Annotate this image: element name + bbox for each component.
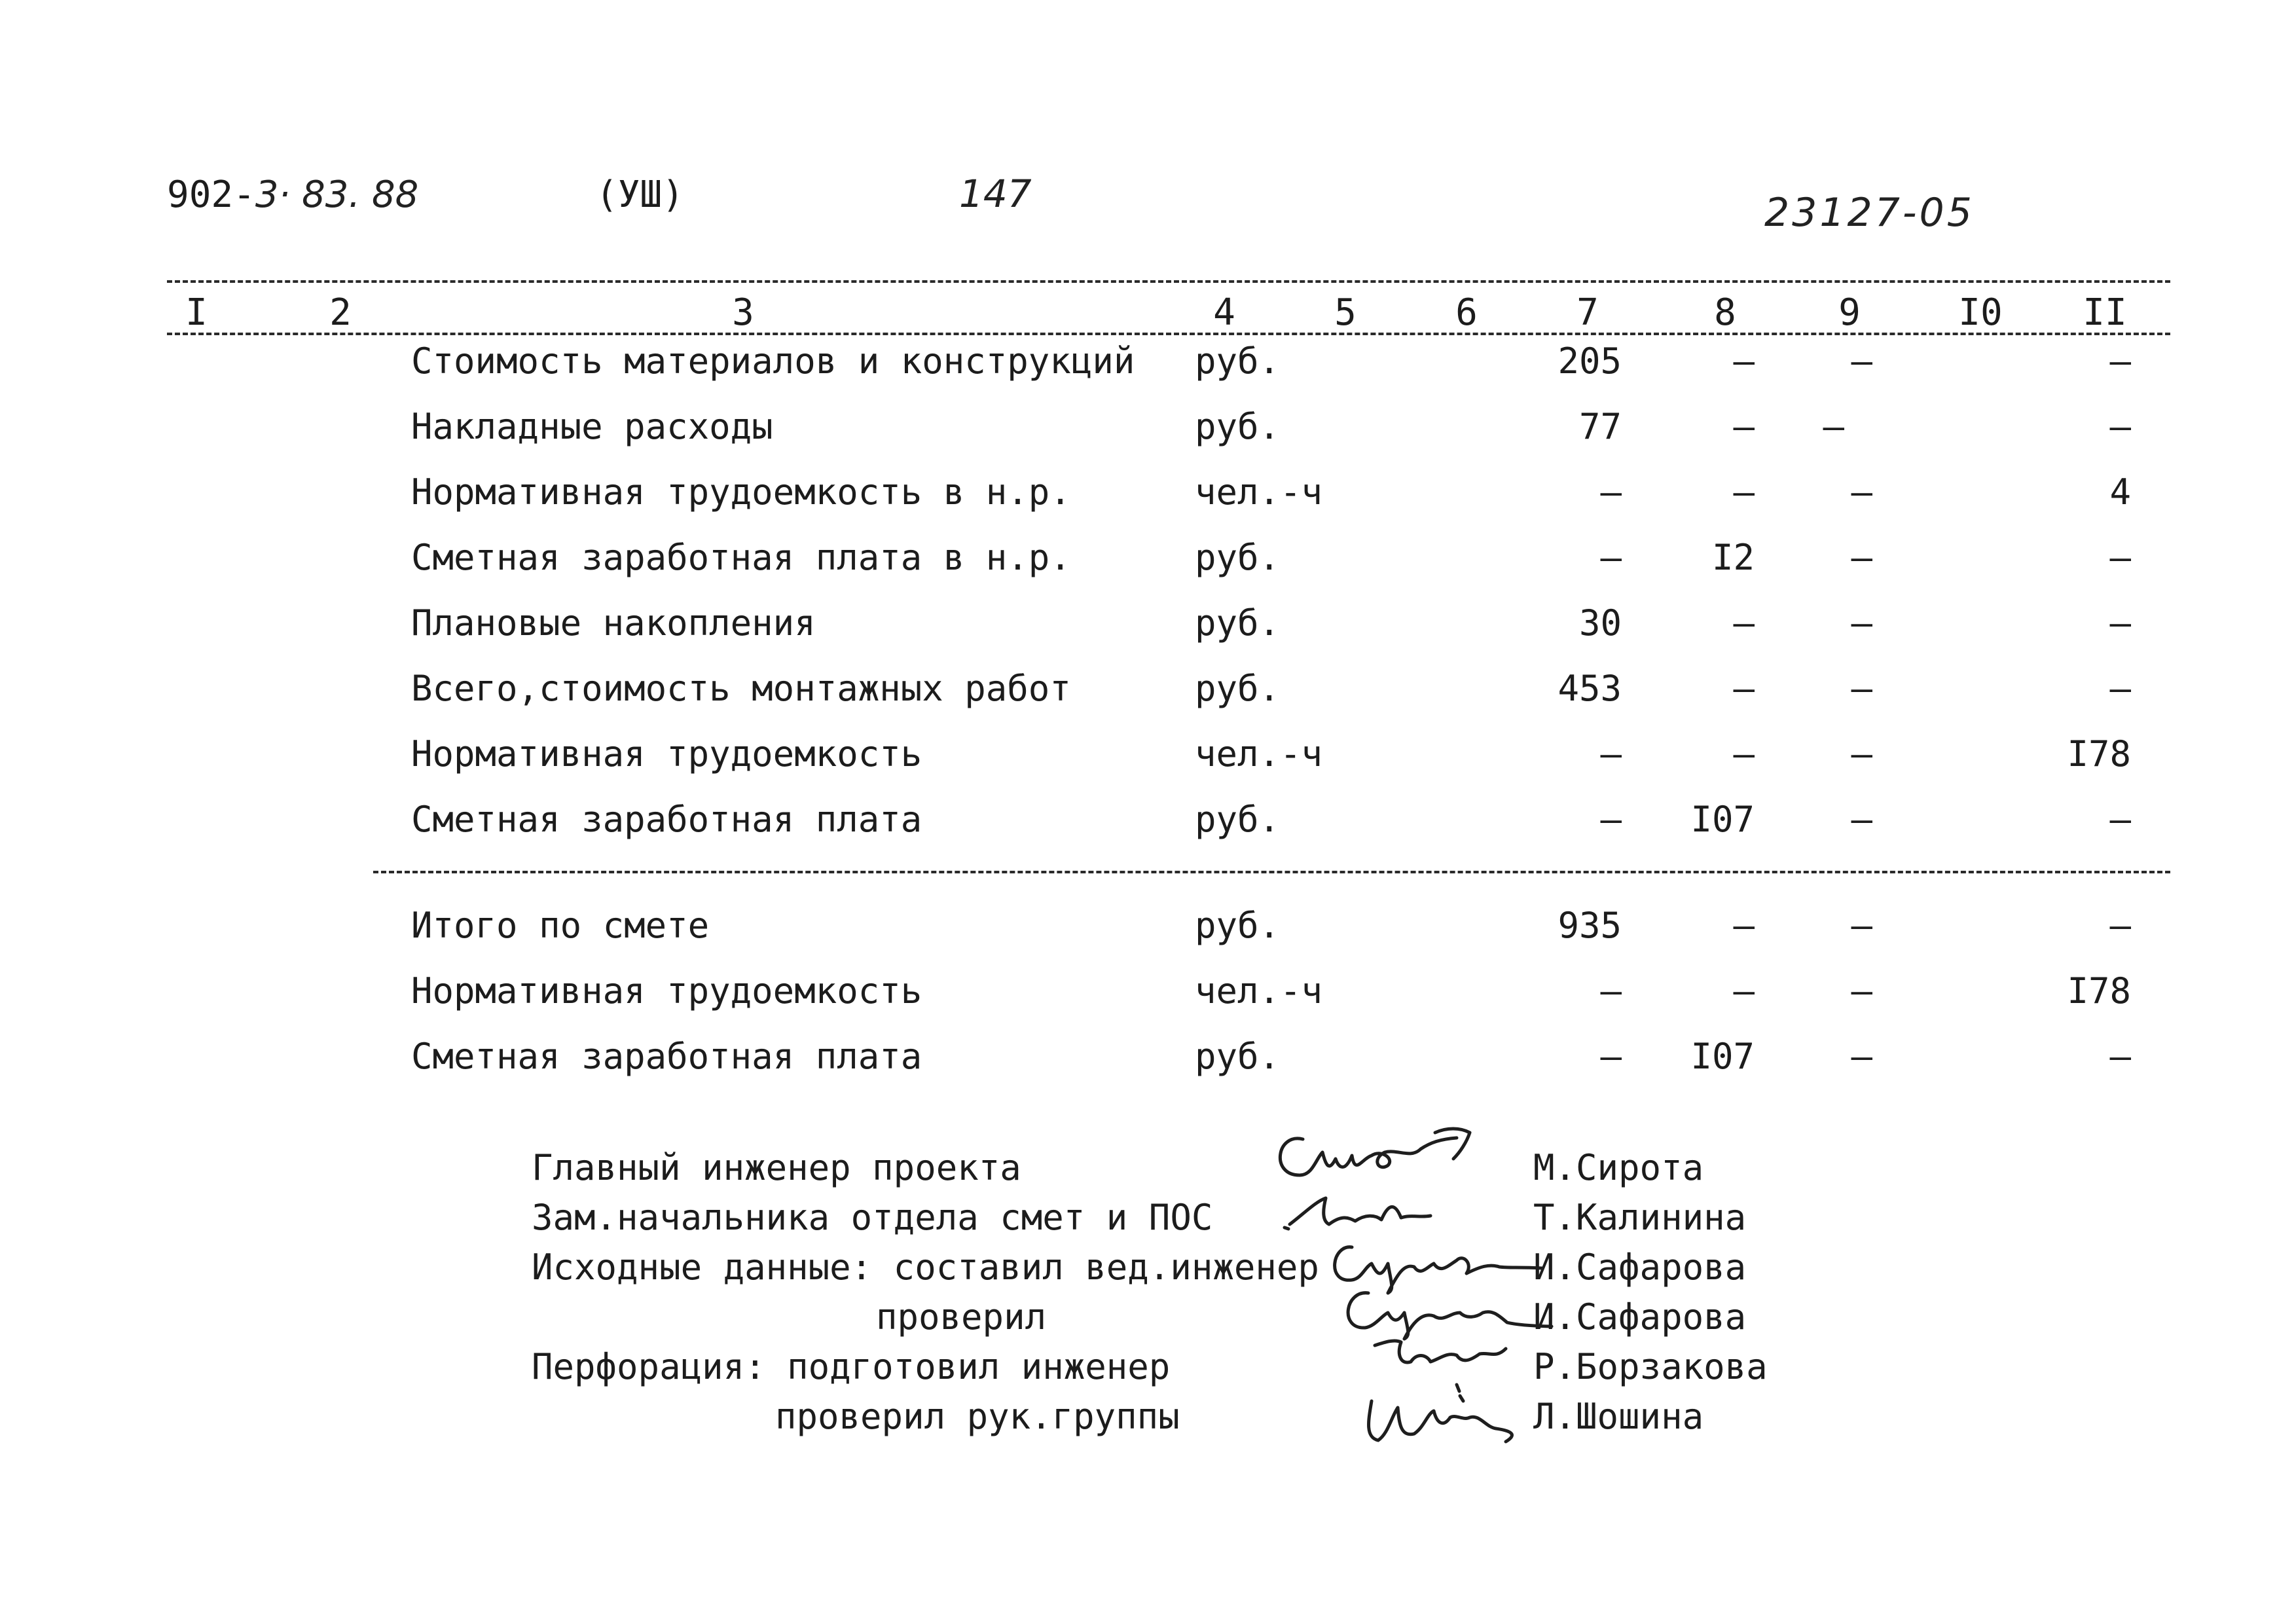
row-col9: –: [1851, 537, 1872, 578]
signature-role: проверил: [876, 1296, 1047, 1338]
column-header-3: 3: [732, 291, 754, 334]
table-row: [0, 905, 2296, 970]
row-unit: руб.: [1195, 406, 1281, 447]
row-label: Нормативная трудоемкость: [411, 733, 922, 775]
row-unit: руб.: [1195, 799, 1281, 840]
row-col8: –: [1733, 602, 1755, 644]
row-label: Сметная заработная плата: [411, 1036, 922, 1077]
handwritten-signature-1: [1264, 1113, 1525, 1192]
row-col11: –: [2109, 799, 2131, 840]
row-col7: 30: [1578, 602, 1622, 644]
row-col11: I78: [2067, 733, 2131, 775]
row-col8: –: [1733, 668, 1755, 709]
row-label: Сметная заработная плата в н.р.: [411, 537, 1071, 578]
row-label: Всего,стоимость монтажных работ: [411, 668, 1071, 709]
row-col8: –: [1733, 471, 1755, 513]
row-col9: –: [1851, 970, 1872, 1012]
row-col7: 205: [1558, 340, 1622, 382]
row-col11: 4: [2109, 471, 2131, 513]
row-label: Итого по смете: [411, 905, 710, 946]
row-col9: –: [1823, 406, 1844, 447]
row-col8: I2: [1711, 537, 1755, 578]
row-col11: I78: [2067, 970, 2131, 1012]
signatory-name: Л.Шошина: [1533, 1396, 1704, 1437]
signature-role: Исходные данные: составил вед.инженер: [532, 1247, 1319, 1288]
row-col7: –: [1600, 799, 1622, 840]
column-header-11: II: [2083, 291, 2127, 334]
row-unit: руб.: [1195, 602, 1281, 644]
table-row: [0, 471, 2296, 537]
row-unit: руб.: [1195, 1036, 1281, 1077]
column-header-5: 5: [1334, 291, 1357, 334]
row-col11: –: [2109, 905, 2131, 946]
row-label: Плановые накопления: [411, 602, 816, 644]
signature-role: проверил рук.группы: [775, 1396, 1180, 1437]
row-col11: –: [2109, 668, 2131, 709]
table-row: [0, 1036, 2296, 1101]
column-header-7: 7: [1576, 291, 1599, 334]
row-col11: –: [2109, 602, 2131, 644]
table-row: [0, 602, 2296, 668]
table-row: [0, 537, 2296, 602]
page-number: 147: [959, 172, 1032, 216]
signatory-name: Т.Калинина: [1533, 1197, 1747, 1238]
column-header-6: 6: [1455, 291, 1478, 334]
row-col7: 453: [1558, 668, 1622, 709]
signature-role: Зам.начальника отдела смет и ПОС: [532, 1197, 1213, 1238]
row-col8: –: [1733, 970, 1755, 1012]
column-header-1: I: [185, 291, 208, 334]
row-col9: –: [1851, 471, 1872, 513]
row-col11: –: [2109, 537, 2131, 578]
row-col8: –: [1733, 733, 1755, 775]
signatory-name: Р.Борзакова: [1533, 1346, 1768, 1387]
table-row: [0, 406, 2296, 471]
document-code-prefix: 902-: [167, 173, 255, 216]
row-col7: –: [1600, 1036, 1622, 1077]
table-row: [0, 668, 2296, 733]
column-header-9: 9: [1838, 291, 1861, 334]
row-col7: –: [1600, 471, 1622, 513]
row-unit: руб.: [1195, 340, 1281, 382]
row-col9: –: [1851, 1036, 1872, 1077]
signatory-name: М.Сирота: [1533, 1147, 1704, 1188]
row-label: Накладные расходы: [411, 406, 773, 447]
row-unit: чел.-ч: [1195, 970, 1323, 1012]
row-col9: –: [1851, 340, 1872, 382]
row-col8: I07: [1690, 799, 1755, 840]
column-header-10: I0: [1958, 291, 2003, 334]
row-col9: –: [1851, 905, 1872, 946]
row-unit: руб.: [1195, 668, 1281, 709]
signature-role: Перфорация: подготовил инженер: [532, 1346, 1171, 1387]
subtotal-rule: [373, 871, 2170, 873]
document-code-handwritten: 3· 83. 88: [255, 173, 419, 216]
row-col11: –: [2109, 406, 2131, 447]
signatory-name: И.Сафарова: [1533, 1296, 1747, 1338]
registration-number: 23127-05: [1764, 190, 1975, 236]
row-col8: –: [1733, 406, 1755, 447]
table-header-rule: [167, 333, 2170, 335]
column-header-8: 8: [1714, 291, 1736, 334]
document-code: [167, 173, 418, 216]
row-col11: –: [2109, 340, 2131, 382]
row-label: Нормативная трудоемкость: [411, 970, 922, 1012]
row-col9: –: [1851, 733, 1872, 775]
row-col7: 77: [1578, 406, 1622, 447]
column-header-2: 2: [329, 291, 352, 334]
column-header-4: 4: [1213, 291, 1235, 334]
table-top-rule: [167, 280, 2170, 283]
row-col11: –: [2109, 1036, 2131, 1077]
table-row: [0, 340, 2296, 406]
row-col8: I07: [1690, 1036, 1755, 1077]
row-col8: –: [1733, 905, 1755, 946]
handwritten-signature-6: [1352, 1381, 1535, 1460]
row-col7: –: [1600, 970, 1622, 1012]
row-unit: руб.: [1195, 537, 1281, 578]
table-row: [0, 733, 2296, 799]
row-label: Стоимость материалов и конструкций: [411, 340, 1135, 382]
row-col8: –: [1733, 340, 1755, 382]
row-unit: руб.: [1195, 905, 1281, 946]
row-col7: 935: [1558, 905, 1622, 946]
row-col7: –: [1600, 537, 1622, 578]
row-col9: –: [1851, 602, 1872, 644]
row-label: Нормативная трудоемкость в н.р.: [411, 471, 1071, 513]
row-unit: чел.-ч: [1195, 733, 1323, 775]
row-col9: –: [1851, 799, 1872, 840]
signature-role: Главный инженер проекта: [532, 1147, 1021, 1188]
table-row: [0, 799, 2296, 864]
row-col7: –: [1600, 733, 1622, 775]
series-code: (УШ): [596, 173, 684, 216]
row-label: Сметная заработная плата: [411, 799, 922, 840]
row-unit: чел.-ч: [1195, 471, 1323, 513]
signatory-name: И.Сафарова: [1533, 1247, 1747, 1288]
row-col9: –: [1851, 668, 1872, 709]
table-row: [0, 970, 2296, 1036]
